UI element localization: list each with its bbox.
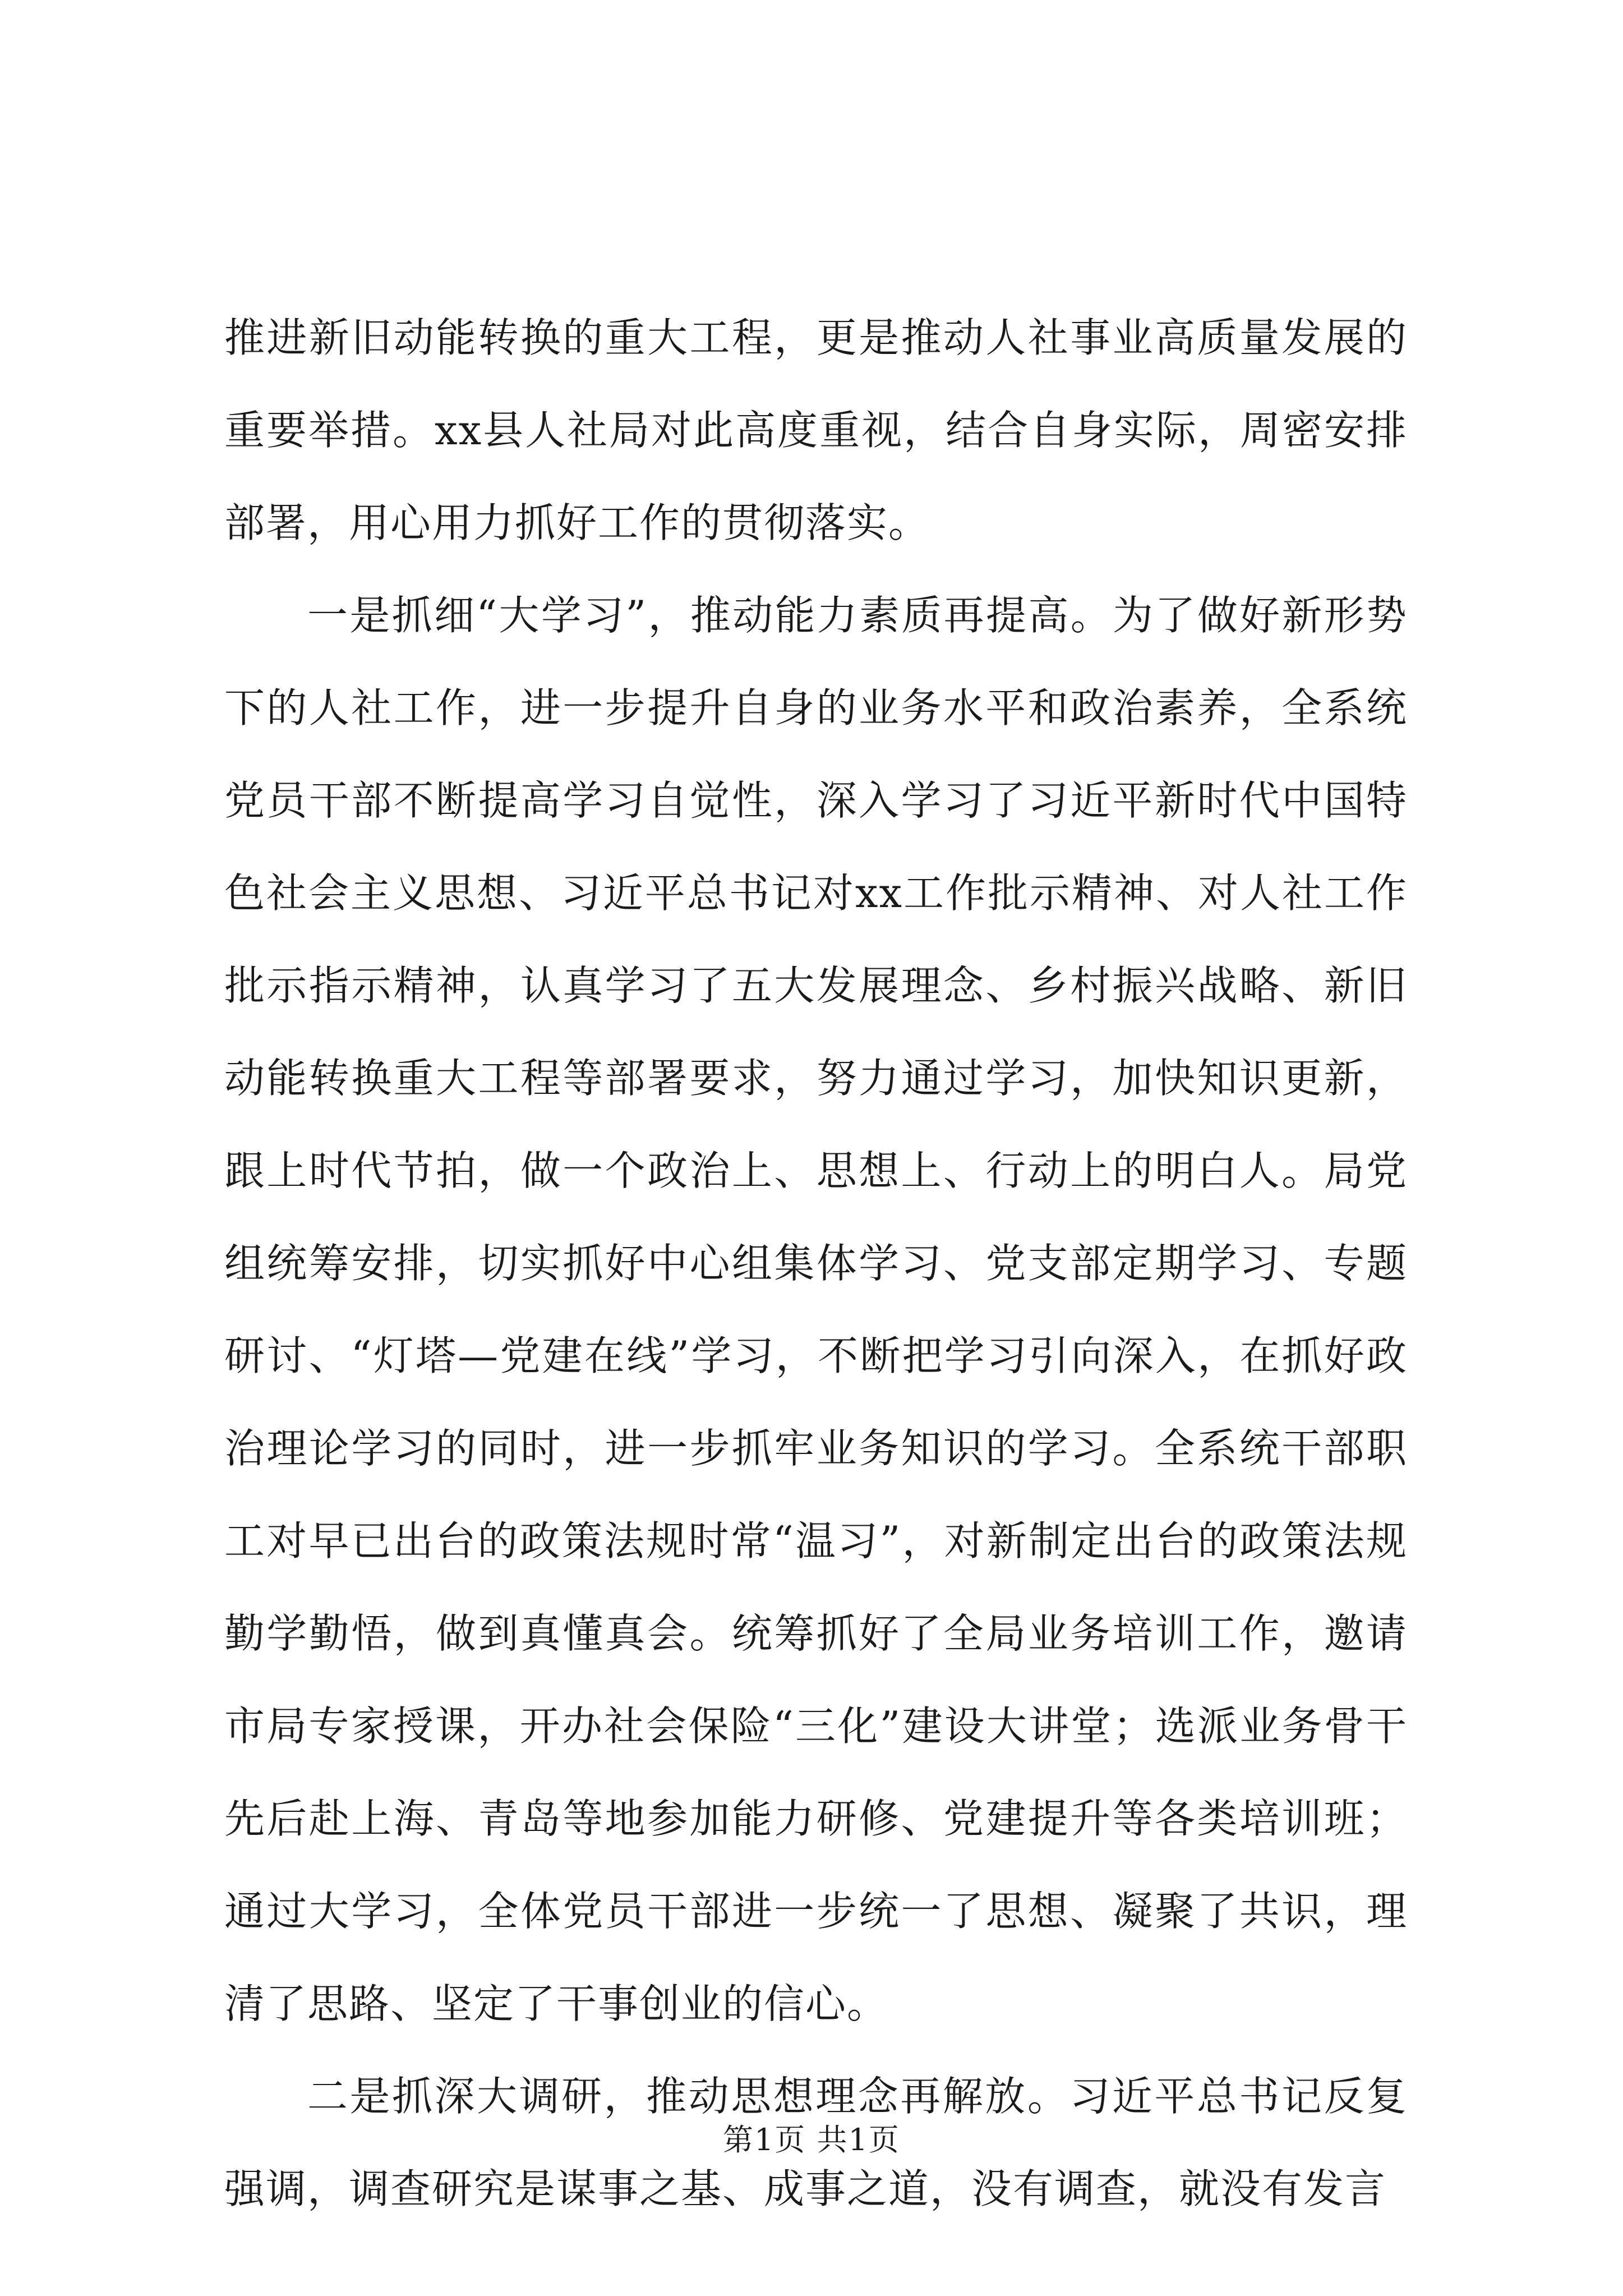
page-footer: 第1页 共1页 — [723, 2122, 900, 2157]
paragraph-research: 二是抓深大调研，推动思想理念再解放。习近平总书记反复强调，调查研究是谋事之基、成事之道，没有调查，就没有发言 — [224, 2073, 1408, 2212]
paragraph-continuation: 推进新旧动能转换的重大工程，更是推动人社事业高质量发展的重要举措。xx县人社局对此高度重视，结合自身实际，周密安排部署，用心用力抓好工作的贯彻落实。 — [224, 314, 1408, 546]
paragraph-study: 一是抓细“大学习”，推动能力素质再提高。为了做好新形势下的人社工作，进一步提升自身的业务水平和政治素养，全系统党员干部不断提高学习自觉性，深入学习了习近平新时代中国特色社会主义思想、习近平总书记对xx工作批示精神、对人社工作批示指示精神，认真学习了五大发展理念、乡村振兴战略、新旧动能转换重大工程等部署要求，努力通过学习，加快知识更新，跟上时代节拍，做一个政治上、思想上、行动上的明白人。局党组统筹安排，切实抓好中心组集体学习、党支部定期学习、专题研讨、“灯塔—党建在线”学习，不断把学习引向深入，在抓好政治理论学习的同时，进一步抓牢业务知识的学习。全系统干部职工对早已出台的政策法规时常“温习”，对新制定出台的政策法规勤学勤悟，做到真懂真会。统筹抓好了全局业务培训工作，邀请市局专家授课，开办社会保险“三化”建设大讲堂；选派业务骨干先后赴上海、青岛等地参加能力研修、党建提升等各类培训班；通过大学习，全体党员干部进一步统一了思想、凝聚了共识，理清了思路、坚定了干事创业的信心。 — [224, 592, 1408, 2027]
document-body — [224, 292, 1408, 2235]
